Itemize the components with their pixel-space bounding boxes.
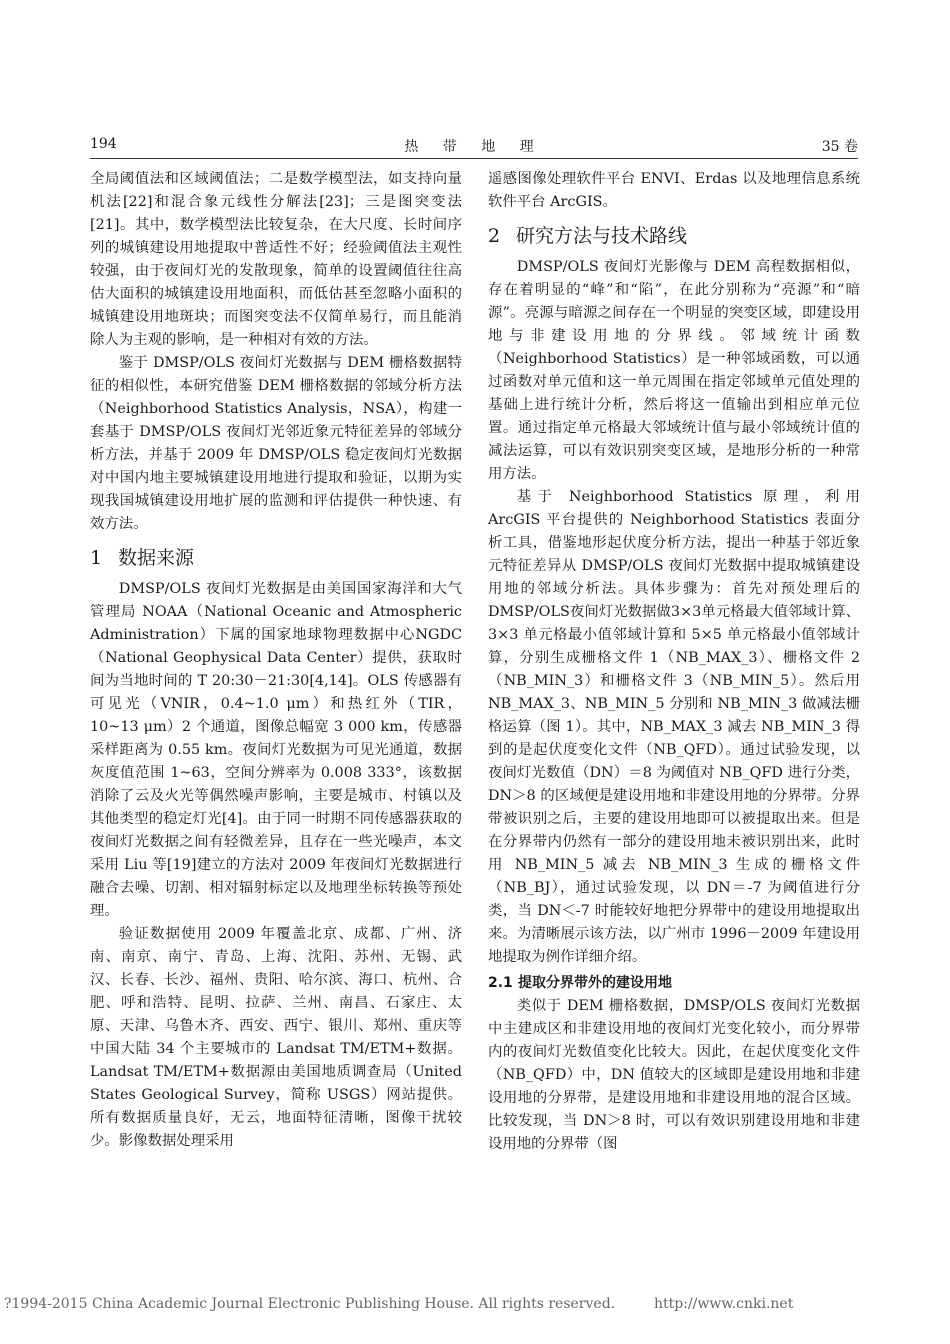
paragraph: 全局阈值法和区域阈值法；二是数学模型法，如支持向量机法[22]和混合象元线性分解法[23]；三是图突变法[21]。其中，数学模型法比较复杂，在大尺度、长时间序列的城镇建设用地提取中普适性不好；经验阈值法主观性较强，由于夜间灯光的发散现象，简单的设置阈值往往高估大面积的城镇建设用地面积，而低估甚至忽略小面积的城镇建设用地斑块；而图突变法不仅简单易行，而且能消除人为主观的影响，是一种相对有效的方法。 [90,171,462,348]
subsection-number: 2.1 [488,975,513,991]
copyright-notice: ?1994-2015 China Academic Journal Electronic Publishing House. All rights reserved. [4,1296,616,1312]
section-title: 研究方法与技术路线 [516,225,688,247]
copyright-footer [4,1296,946,1316]
section-heading [488,222,860,250]
paragraph: DMSP/OLS 夜间灯光影像与 DEM 高程数据相似，存在着明显的“峰”和“陷”，在此分别称为“亮源”和“暗源”。亮源与暗源之间存在一个明显的突变区域，即建设用地与非建设用地的分界线。邻域统计函数（Neighborhood Statistics）是一种邻域函数，可以通过函数对单元值和这一单元周围在指定邻域单元值处理的基础上进行统计分析，然后将这一值输出到相应单元位置。通过指定单元格最大邻域统计值与最小邻域统计值的减法运算，可以有效识别突变区域，是地形分析的一种常用方法。 [488,259,860,482]
left-column [90,168,462,1153]
running-header [90,136,858,159]
section-number: 1 [90,547,103,569]
paragraph: 基于 Neighborhood Statistics 原理，利用 ArcGIS 平台提供的 Neighborhood Statistics 表面分析工具，借鉴地形起伏度分析方法，提出一种基于邻近象元特征差异从 DMSP/OLS 夜间灯光数据中提取城镇建设用地的邻域分析法。具体步骤为：首先对预处理后的DMSP/OLS夜间灯光数据做3×3单元格最大值邻域计算、3×3 单元格最小值邻域计算和 5×5 单元格最小值邻域计算，分别生成栅格文件 1（NB_MAX_3）、栅格文件 2（NB_MIN_3）和栅格文件 3（NB_MIN_5）。然后用 NB_MAX_3、NB_MIN_5 分别和 NB_MIN_3 做减法栅格运算（图 1）。其中，NB_MAX_3 减去 NB_MIN_3 得到的是起伏度变化文件（NB_QFD）。通过试验发现，以夜间灯光数值（DN）＝8 为阈值对 NB_QFD 进行分类，DN＞8 的区域便是建设用地和非建设用地的分界带。分界带被识别之后，主要的建设用地即可以被提取出来。但是在分界带内仍然有一部分的建设用地未被识别出来，此时用 NB_MIN_5 减去 NB_MIN_3 生成的栅格文件（NB_BJ），通过试验发现，以 DN＝-7 为阈值进行分类，当 DN＜-7 时能较好地把分界带中的建设用地提取出来。为清晰展示该方法，以广州市 1996－2009 年建设用地提取为例作详细介绍。 [488,489,860,965]
section-number: 2 [488,225,501,247]
page-number: 194 [90,136,117,152]
subsection-heading [488,972,860,994]
paragraph: DMSP/OLS 夜间灯光数据是由美国国家海洋和大气管理局 NOAA（National Oceanic and Atmospheric Administration）下属的国家地球物理数据中心NGDC（National Geophysical Data Center）提供，获取时间为当地时间的 T 20:30－21:30[4,14]。OLS 传感器有可见光（VNIR，0.4~1.0 μm）和热红外（TIR，10~13 μm）2 个通道，图像总幅宽 3 000 km，传感器采样距离为 0.55 km。夜间灯光数据为可见光通道，数据灰度值范围 1~63，空间分辨率为 0.008 333°，该数据消除了云及火光等偶然噪声影响，主要是城市、村镇以及其他类型的稳定灯光[4]。由于同一时期不同传感器获取的夜间灯光数据之间有轻微差异，且存在一些光噪声，本文采用 Liu 等[19]建立的方法对 2009 年夜间灯光数据进行融合去噪、切割、相对辐射标定以及地理坐标转换等预处理。 [90,581,462,919]
right-column [488,168,860,1156]
section-title: 数据来源 [118,547,195,569]
subsection-title: 提取分界带外的建设用地 [518,975,672,991]
paragraph: 遥感图像处理软件平台 ENVI、Erdas 以及地理信息系统软件平台 ArcGIS。 [488,171,860,210]
paragraph: 鉴于 DMSP/OLS 夜间灯光数据与 DEM 栅格数据特征的相似性，本研究借鉴 DEM 栅格数据的邻域分析方法（Neighborhood Statistics Analysis，NSA），构建一套基于 DMSP/OLS 夜间灯光邻近象元特征差异的邻域分析方法，并基于 2009 年 DMSP/OLS 稳定夜间灯光数据对中国内地主要城镇建设用地进行提取和验证，以期为实现我国城镇建设用地扩展的监测和评估提供一种快速、有效方法。 [90,355,462,532]
paragraph: 类似于 DEM 栅格数据，DMSP/OLS 夜间灯光数据中主建成区和非建设用地的夜间灯光变化较小，而分界带内的夜间灯光数值变化比较大。因此，在起伏度变化文件（NB_QFD）中，DN 值较大的区域即是建设用地和非建设用地的分界带，是建设用地和非建设用地的混合区域。比较发现，当 DN＞8 时，可以有效识别建设用地和非建设用地的分界带（图 [488,998,860,1152]
paragraph: 验证数据使用 2009 年覆盖北京、成都、广州、济南、南京、南宁、青岛、上海、沈阳、苏州、无锡、武汉、长春、长沙、福州、贵阳、哈尔滨、海口、杭州、合肥、呼和浩特、昆明、拉萨、兰州、南昌、石家庄、太原、天津、乌鲁木齐、西安、西宁、银川、郑州、重庆等中国大陆 34 个主要城市的 Landsat TM/ETM+数据。Landsat TM/ETM+数据源由美国地质调查局（United States Geological Survey，简称 USGS）网站提供。所有数据质量良好，无云，地面特征清晰，图像干扰较少。影像数据处理采用 [90,926,462,1149]
cnki-link[interactable]: http://www.cnki.net [654,1296,794,1312]
volume-label: 35 卷 [821,139,858,155]
section-heading [90,544,462,572]
journal-title: 热 带 地 理 [404,139,544,155]
